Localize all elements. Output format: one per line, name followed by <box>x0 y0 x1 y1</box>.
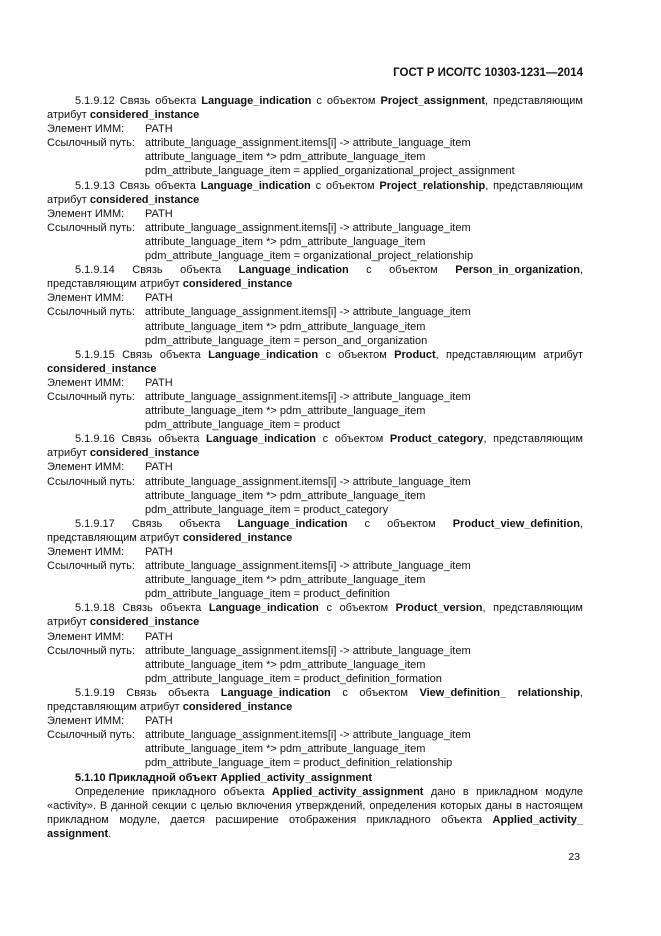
element-row <box>47 460 583 474</box>
path-label: Ссылочный путь: <box>47 475 135 488</box>
path-line: attribute_language_item *> pdm_attribute_language_item <box>145 320 426 333</box>
section-title: 5.1.9.18 Связь объекта Language_indication с объектом Product_version, представляющим атрибут considered_instance <box>47 602 583 629</box>
path-line: pdm_attribute_language_item = product_category <box>145 503 389 516</box>
element-label: Элемент ИММ: <box>47 292 125 305</box>
path-line: pdm_attribute_language_item = product_definition_formation <box>145 672 442 685</box>
path-line: attribute_language_item *> pdm_attribute_language_item <box>145 405 426 418</box>
document-body <box>47 94 583 841</box>
element-row <box>47 714 583 728</box>
path-label: Ссылочный путь: <box>47 644 135 657</box>
path-lines <box>145 475 583 517</box>
mapping-section <box>47 263 583 348</box>
section-title: 5.1.9.17 Связь объекта Language_indication с объектом Product_view_definition, представляющим атрибут considered_instance <box>47 517 583 544</box>
section-title: 5.1.9.16 Связь объекта Language_indication с объектом Product_category, представляющим атрибут considered_instance <box>47 433 583 460</box>
element-value: PATH <box>145 546 173 558</box>
element-label: Элемент ИММ: <box>47 207 125 220</box>
path-line: pdm_attribute_language_item = applied_organizational_project_assignment <box>145 165 515 178</box>
path-row <box>47 305 583 347</box>
path-line: attribute_language_assignment.items[i] -> attribute_language_item <box>145 644 471 657</box>
path-lines <box>145 305 583 347</box>
section-title: 5.1.9.19 Связь объекта Language_indication с объектом View_definition_ relationship, представляющим атрибут considered_instance <box>47 686 583 714</box>
path-line: attribute_language_assignment.items[i] -> attribute_language_item <box>145 729 471 742</box>
mapping-section <box>47 601 583 686</box>
element-value: PATH <box>145 207 173 220</box>
path-line: attribute_language_item *> pdm_attribute_language_item <box>145 489 426 502</box>
mapping-section <box>47 686 583 771</box>
path-line: pdm_attribute_language_item = person_and_organization <box>145 334 428 347</box>
page-number: 23 <box>568 851 580 863</box>
body-paragraph: Определение прикладного объекта Applied_activity_assignment дано в прикладном модуле «activity». В данной секции с целью включения утверждений, определения которых даны в настоящем прикладном модуле, дается расширение отображения прикладного объекта Applied_activity_ assignment. <box>47 785 583 840</box>
path-line: attribute_language_assignment.items[i] -> attribute_language_item <box>145 221 471 234</box>
path-line: attribute_language_assignment.items[i] -> attribute_language_item <box>145 560 471 573</box>
path-label: Ссылочный путь: <box>47 729 135 742</box>
element-row <box>47 122 583 136</box>
element-label: Элемент ИММ: <box>47 376 125 389</box>
path-label: Ссылочный путь: <box>47 306 135 319</box>
element-value: PATH <box>145 630 173 643</box>
element-label: Элемент ИММ: <box>47 630 125 643</box>
document-header: ГОСТ Р ИСО/ТС 10303-1231—2014 <box>393 67 583 79</box>
path-lines <box>145 221 583 263</box>
section-title: 5.1.9.14 Связь объекта Language_indication с объектом Person_in_organization, представляющим атрибут considered_instance <box>47 264 583 291</box>
path-row <box>47 728 583 770</box>
path-lines <box>145 136 583 178</box>
mapping-section <box>47 517 583 602</box>
section-title: 5.1.9.13 Связь объекта Language_indication с объектом Project_relationship, представляющим атрибут considered_instance <box>47 179 583 206</box>
element-value: PATH <box>145 123 173 136</box>
section-title: 5.1.9.12 Связь объекта Language_indication с объектом Project_assignment, представляющим атрибут considered_instance <box>47 95 583 122</box>
section-heading: 5.1.10 Прикладной объект Applied_activity_assignment <box>75 771 372 784</box>
path-line: attribute_language_assignment.items[i] -> attribute_language_item <box>145 475 471 488</box>
path-label: Ссылочный путь: <box>47 390 135 403</box>
mapping-section <box>47 94 583 179</box>
element-row <box>47 291 583 305</box>
element-row <box>47 376 583 390</box>
path-lines <box>145 644 583 686</box>
path-label: Ссылочный путь: <box>47 137 135 150</box>
path-line: attribute_language_item *> pdm_attribute_language_item <box>145 235 426 248</box>
path-row <box>47 475 583 517</box>
path-lines <box>145 559 583 601</box>
path-line: attribute_language_item *> pdm_attribute_language_item <box>145 743 426 756</box>
path-row <box>47 559 583 601</box>
path-label: Ссылочный путь: <box>47 221 135 234</box>
path-line: pdm_attribute_language_item = product_definition_relationship <box>145 757 453 770</box>
element-label: Элемент ИММ: <box>47 715 125 728</box>
mapping-section <box>47 179 583 264</box>
element-value: PATH <box>145 376 173 389</box>
path-line: attribute_language_item *> pdm_attribute_language_item <box>145 658 426 671</box>
element-row <box>47 545 583 559</box>
element-value: PATH <box>145 461 173 474</box>
element-value: PATH <box>145 292 173 305</box>
path-row <box>47 390 583 432</box>
section-title: 5.1.9.15 Связь объекта Language_indication с объектом Product, представляющим атрибут considered_instance <box>47 348 583 375</box>
path-row <box>47 221 583 263</box>
path-row <box>47 644 583 686</box>
path-lines <box>145 728 583 770</box>
path-label: Ссылочный путь: <box>47 560 135 573</box>
path-line: pdm_attribute_language_item = product <box>145 419 340 432</box>
path-line: attribute_language_assignment.items[i] -> attribute_language_item <box>145 390 471 403</box>
path-line: pdm_attribute_language_item = product_definition <box>145 588 390 601</box>
element-row <box>47 207 583 221</box>
path-line: pdm_attribute_language_item = organizational_project_relationship <box>145 250 474 263</box>
path-line: attribute_language_item *> pdm_attribute_language_item <box>145 574 426 587</box>
path-line: attribute_language_assignment.items[i] -> attribute_language_item <box>145 306 471 319</box>
path-row <box>47 136 583 178</box>
element-label: Элемент ИММ: <box>47 461 125 474</box>
path-lines <box>145 390 583 432</box>
mapping-section <box>47 348 583 433</box>
path-line: attribute_language_item *> pdm_attribute_language_item <box>145 151 426 164</box>
path-line: attribute_language_assignment.items[i] -> attribute_language_item <box>145 137 471 150</box>
element-value: PATH <box>145 715 173 728</box>
mapping-section <box>47 432 583 517</box>
element-label: Элемент ИММ: <box>47 123 125 136</box>
element-label: Элемент ИММ: <box>47 546 125 558</box>
element-row <box>47 630 583 644</box>
